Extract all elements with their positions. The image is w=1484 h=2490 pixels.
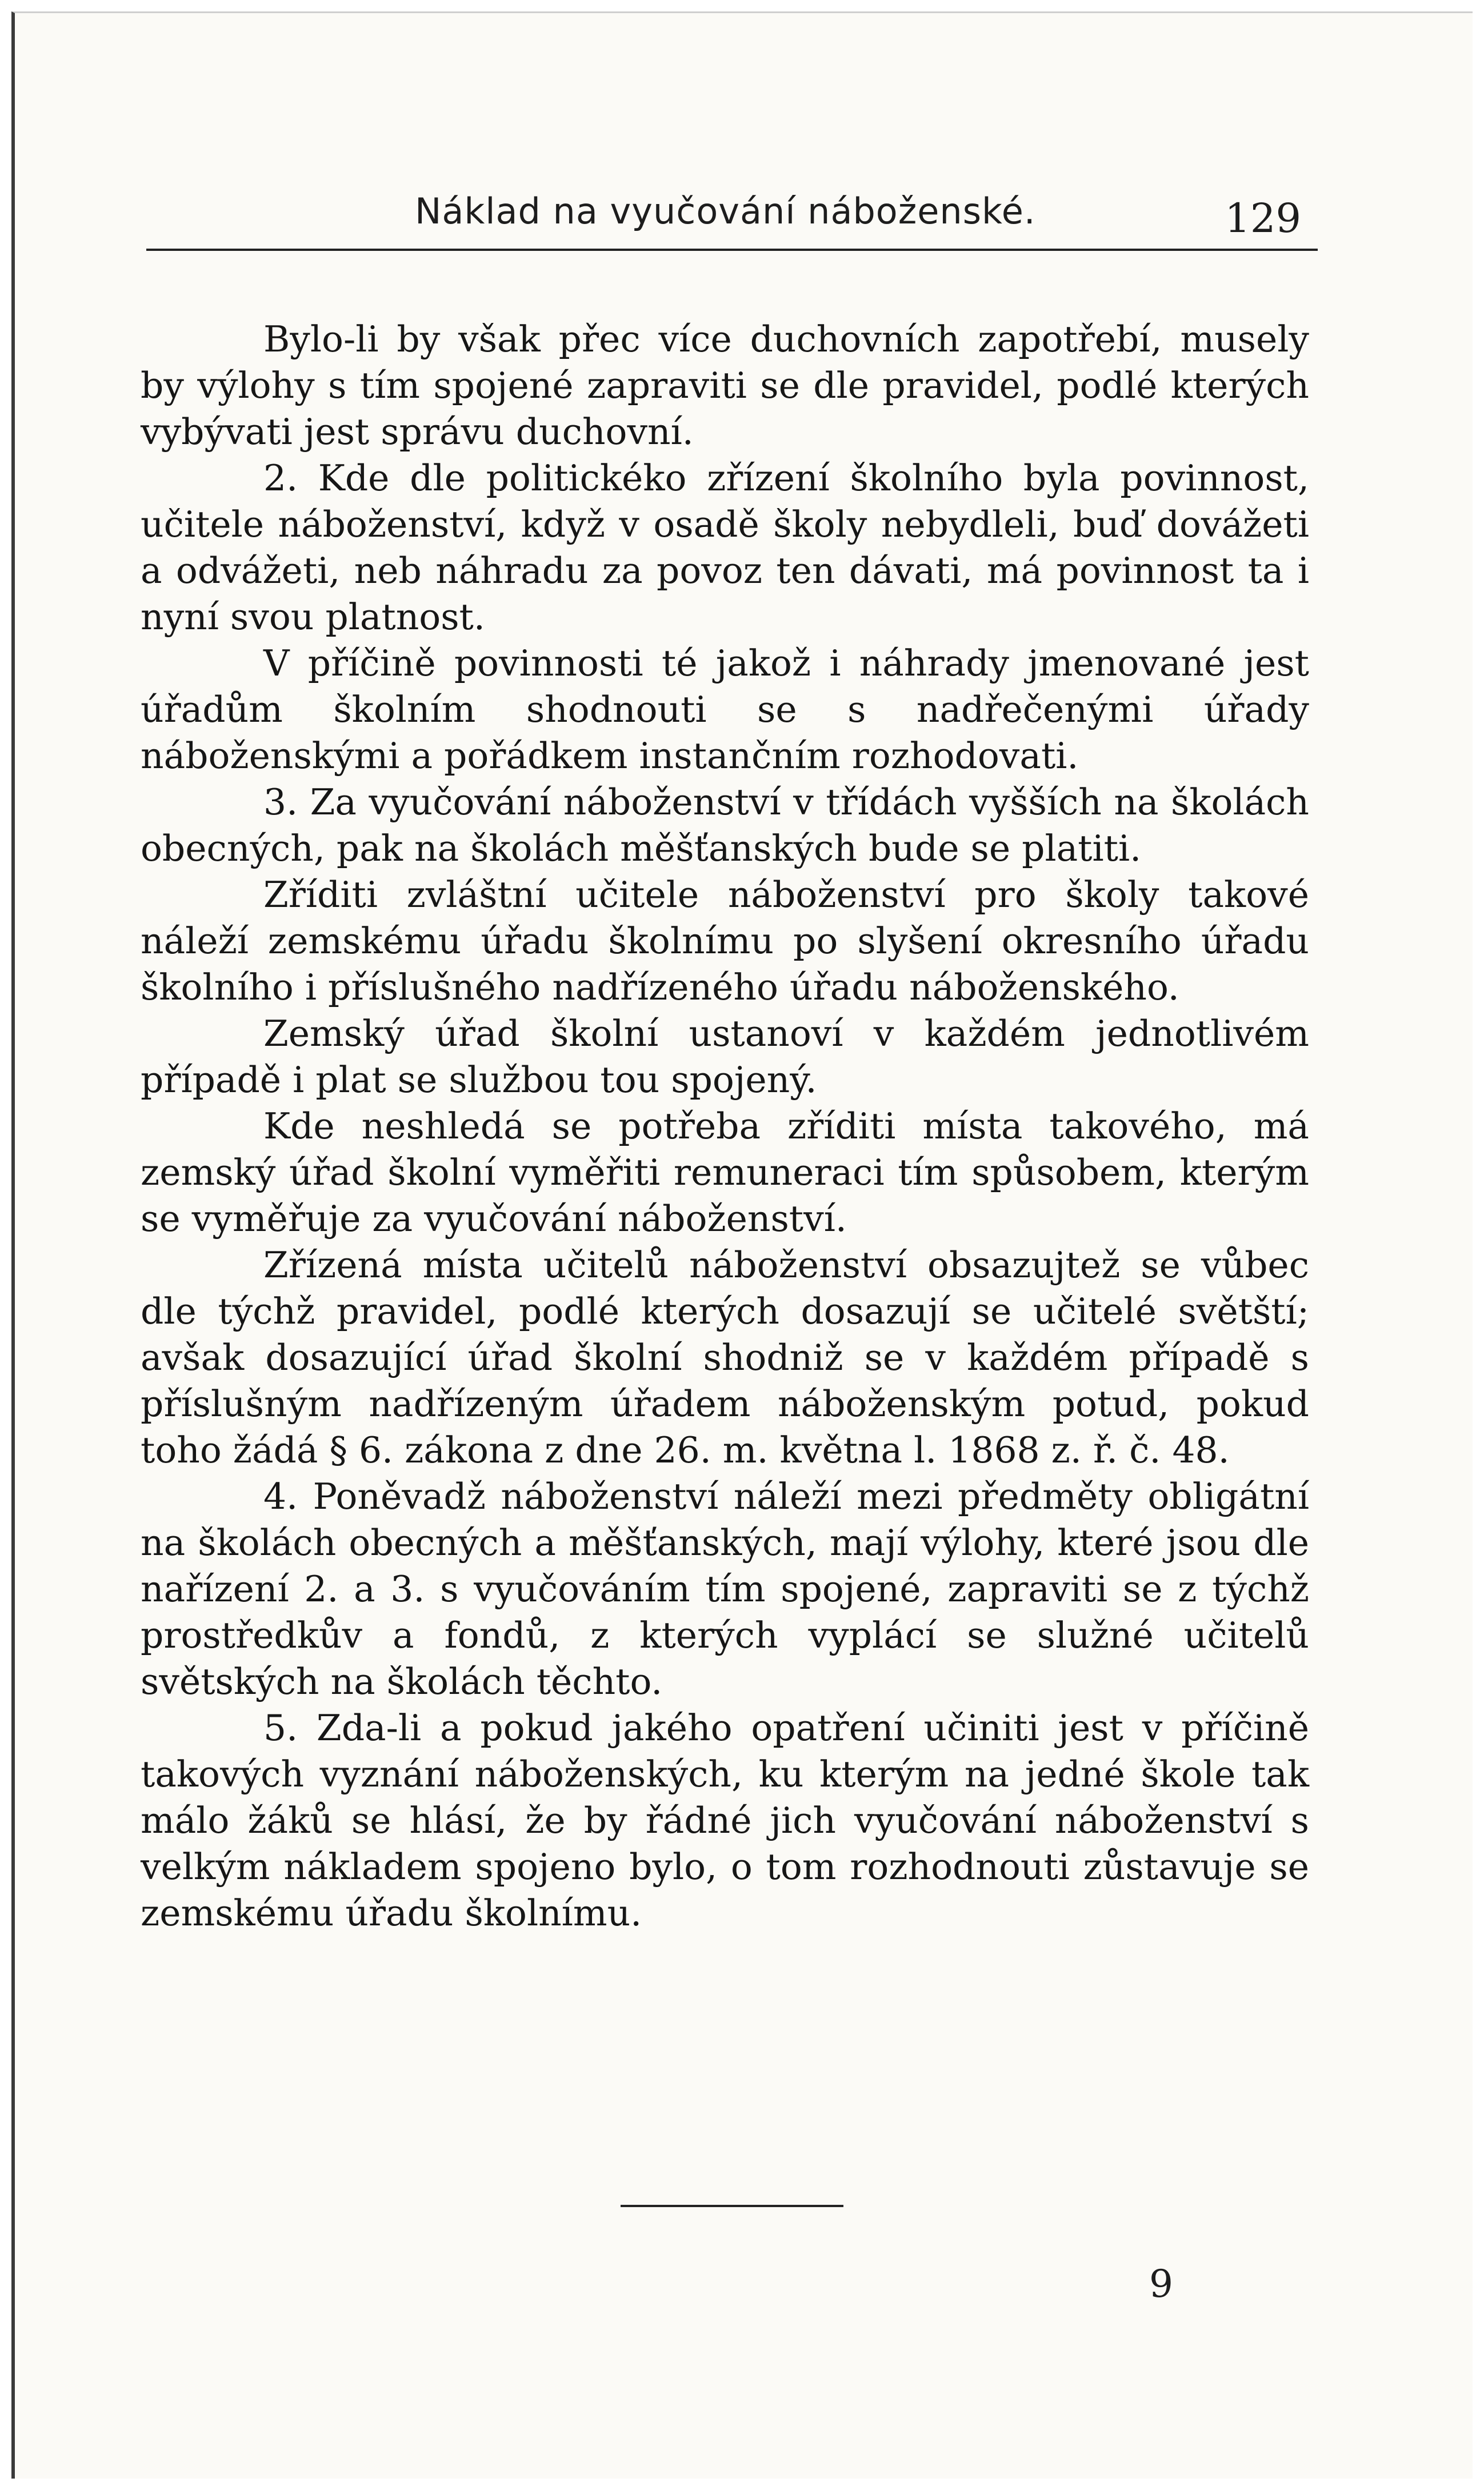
paragraph: Zříditi zvláštní učitele náboženství pro školy takové náleží zemskému úřadu školnímu po slyšení okresního úřadu školního i příslušného nadřízeného úřadu náboženského. xyxy=(141,874,1309,1008)
paragraph: 4. Poněvadž náboženství náleží mezi předměty obligátní na školách obecných a měšťanských, mají výlohy, které jsou dle nařízení 2. a 3. s vyučováním tím spojené, zapraviti se z týchž prostředkův a fondů, z kterých vyplácí se služné učitelů světských na školách těchto. xyxy=(141,1476,1309,1702)
paragraph: Zemský úřad školní ustanoví v každém jednotlivém případě i plat se službou tou spojený. xyxy=(141,1013,1309,1101)
running-title: Náklad na vyučování náboženské. xyxy=(415,190,1036,232)
body-text xyxy=(141,316,1309,1936)
signature-mark: 9 xyxy=(1149,2262,1173,2306)
paragraph: V příčině povinnosti té jakož i náhrady jmenované jest úřadům školním shodnouti se s nadřečenými úřady náboženskými a pořádkem instančním rozhodovati. xyxy=(141,642,1309,777)
paragraph: 2. Kde dle politickéko zřízení školního byla povinnost, učitele náboženství, když v osadě školy nebydleli, buď dovážeti a odvážeti, neb náhradu za povoz ten dávati, má povinnost ta i nyní svou platnost. xyxy=(141,457,1309,638)
header-rule xyxy=(146,249,1318,251)
section-end-rule xyxy=(621,2205,843,2207)
page-number: 129 xyxy=(1225,195,1301,242)
paragraph: 3. Za vyučování náboženství v třídách vyšších na školách obecných, pak na školách měšťanských bude se platiti. xyxy=(141,781,1309,869)
paragraph: Bylo-li by však přec více duchovních zapotřebí, musely by výlohy s tím spojené zapraviti se dle pravidel, podlé kterých vybývati jest správu duchovní. xyxy=(141,318,1309,453)
paragraph: Zřízená místa učitelů náboženství obsazujtež se vůbec dle týchž pravidel, podlé kterých dosazují se učitelé světští; avšak dosazující úřad školní shodniž se v každém případě s příslušným nadřízeným úřadem náboženským potud, pokud toho žádá § 6. zákona z dne 26. m. května l. 1868 z. ř. č. 48. xyxy=(141,1244,1309,1471)
paragraph: Kde neshledá se potřeba zříditi místa takového, má zemský úřad školní vyměřiti remuneraci tím spůsobem, kterým se vyměřuje za vyučování náboženství. xyxy=(141,1105,1309,1240)
book-page xyxy=(11,11,1473,2479)
paragraph: 5. Zda-li a pokud jakého opatření učiniti jest v příčině takových vyznání náboženských, ku kterým na jedné škole tak málo žáků se hlásí, že by řádné jich vyučování náboženství s velkým nákladem spojeno bylo, o tom rozhodnouti zůstavuje se zemskému úřadu školnímu. xyxy=(141,1707,1309,1934)
